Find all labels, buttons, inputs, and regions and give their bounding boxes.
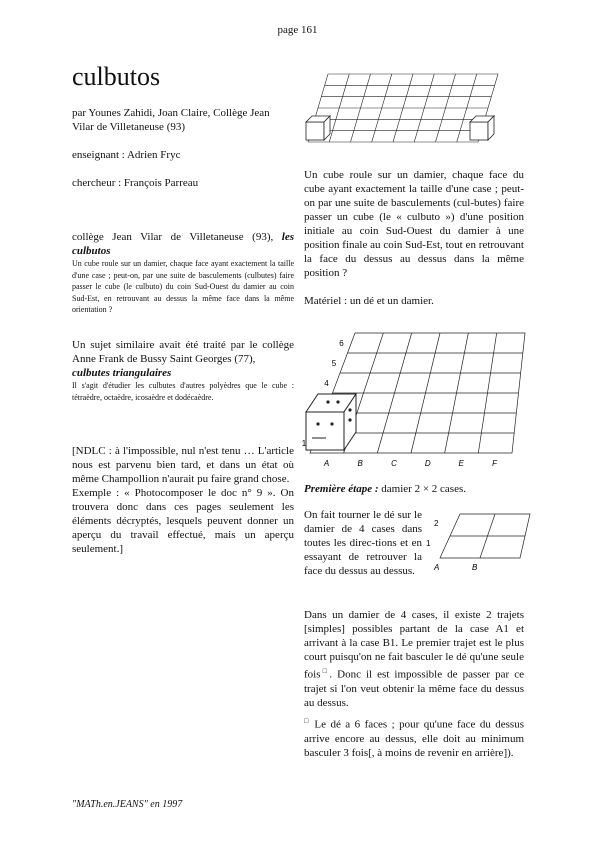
die-icon bbox=[306, 394, 356, 450]
intro-paragraph: Un cube roule sur un damier, chaque face du cube ayant exactement la taille d'une case ; peut-on par une suite de basculements (cul-butes) faire passer un cube (le « culbuto ») d'une position initiale au coin Sud-Ouest du damier à une position finale au coin Sud-Est, tout en retrouvant la face du dessus au dessus dans la même position ? bbox=[304, 169, 524, 279]
similar-intro: Un sujet similaire avait été traité par le collège Anne Frank de Bussy Saint Georges (77), bbox=[72, 339, 294, 365]
trajets-text: Dans un damier de 4 cases, il existe 2 trajets [simples] possibles partant de la case A1 et arrivant à la case B1. Le premier trajet est le plus court puisqu'on ne fait basculer le dé qu'une seule fois bbox=[304, 609, 524, 681]
col-label-C: C bbox=[391, 459, 397, 468]
school-intro: collège Jean Vilar de Villetaneuse (93), bbox=[72, 231, 274, 243]
teacher: enseignant : Adrien Fryc bbox=[72, 149, 181, 161]
page-title: culbutos bbox=[72, 62, 161, 91]
small-grid-figure bbox=[422, 508, 532, 574]
ndlc-paragraph-1: [NDLC : à l'impossible, nul n'est tenu … L'article nous est parvenu bien tard, et dans un état où même Champollion n'aurait pu faire grand chose. bbox=[72, 445, 294, 485]
first-stage-text: damier 2 × 2 cases. bbox=[381, 483, 466, 495]
similar-title: culbutes triangulaires bbox=[72, 367, 172, 379]
researcher: chercheur : François Parreau bbox=[72, 177, 199, 189]
footnote-mark: □ bbox=[304, 717, 310, 725]
col-label-A: A bbox=[323, 459, 330, 468]
school-summary: Un cube roule sur un damier, chaque face ayant exactement la taille d'une case ; peut-on, par une suite de basculements (culbutes) faire passer le cube (le culbuto) du coin Sud-Ouest du damier au coin Sud-Est, en retrouvant au dessus la même face dans la même orientation ? bbox=[72, 259, 294, 314]
row-label-5: 5 bbox=[331, 359, 337, 368]
school-block bbox=[72, 230, 294, 316]
col-label-E: E bbox=[458, 459, 464, 468]
top-board-figure bbox=[300, 66, 500, 148]
col-label-D: D bbox=[424, 459, 431, 468]
main-board-figure bbox=[300, 318, 530, 470]
footnote bbox=[304, 714, 524, 760]
footnote-text: Le dé a 6 faces ; pour qu'une face du dessus arrive encore au dessus, elle doit au minimum basculer 3 fois[, à moins de revenir en arrière]). bbox=[304, 718, 524, 759]
row-label-1: 1 bbox=[301, 439, 307, 448]
ndlc-paragraph-2: Exemple : « Photocomposer le doc n° 9 ». On trouvera donc dans ces pages seulement les éléments décryptés, lesquels peuvent donner un aperçu du travail effectué, mais un aperçu seulement.] bbox=[72, 487, 294, 555]
school-title: les culbutos bbox=[72, 231, 295, 257]
col-label-F: F bbox=[492, 459, 498, 468]
authors: par Younes Zahidi, Joan Claire, Collège Jean Vilar de Villetaneuse (93) bbox=[72, 107, 270, 133]
row-label-6: 6 bbox=[339, 339, 344, 348]
small-grid-row-1: 1 bbox=[426, 539, 431, 548]
small-grid-row-2: 2 bbox=[434, 519, 439, 528]
col-label-B: B bbox=[357, 459, 363, 468]
footer: "MATh.en.JEANS" en 1997 bbox=[72, 799, 183, 810]
first-stage-label: Première étape : bbox=[304, 483, 379, 495]
trajets-paragraph bbox=[304, 608, 524, 710]
end-die-icon bbox=[470, 116, 494, 140]
materiel: Matériel : un dé et un damier. bbox=[304, 295, 434, 307]
trajets-footnote-mark: □ bbox=[320, 667, 330, 675]
trajets-text-2: . Donc il est impossible de passer par ce trajet si l'on veut obtenir la même face du dessus au dessus. bbox=[304, 668, 524, 709]
ndlc-note bbox=[72, 444, 294, 556]
page-number: page 161 bbox=[277, 24, 318, 36]
small-grid-col-a: A bbox=[434, 563, 440, 572]
first-stage bbox=[304, 482, 534, 496]
small-grid-col-b: B bbox=[472, 563, 478, 572]
similar-summary: Il s'agit d'étudier les culbutes d'autres polyèdres que le cube : tétraèdre, octaèdre, icosaèdre et dodécaèdre. bbox=[72, 381, 294, 402]
try-paragraph: On fait tourner le dé sur le damier de 4 cases dans toutes les direc-tions et en essayant de retrouver la face du dessus au dessus. bbox=[304, 509, 422, 577]
similar-block bbox=[72, 338, 294, 403]
row-label-4: 4 bbox=[324, 379, 329, 388]
school-heading bbox=[72, 230, 294, 258]
start-die-icon bbox=[306, 116, 330, 140]
